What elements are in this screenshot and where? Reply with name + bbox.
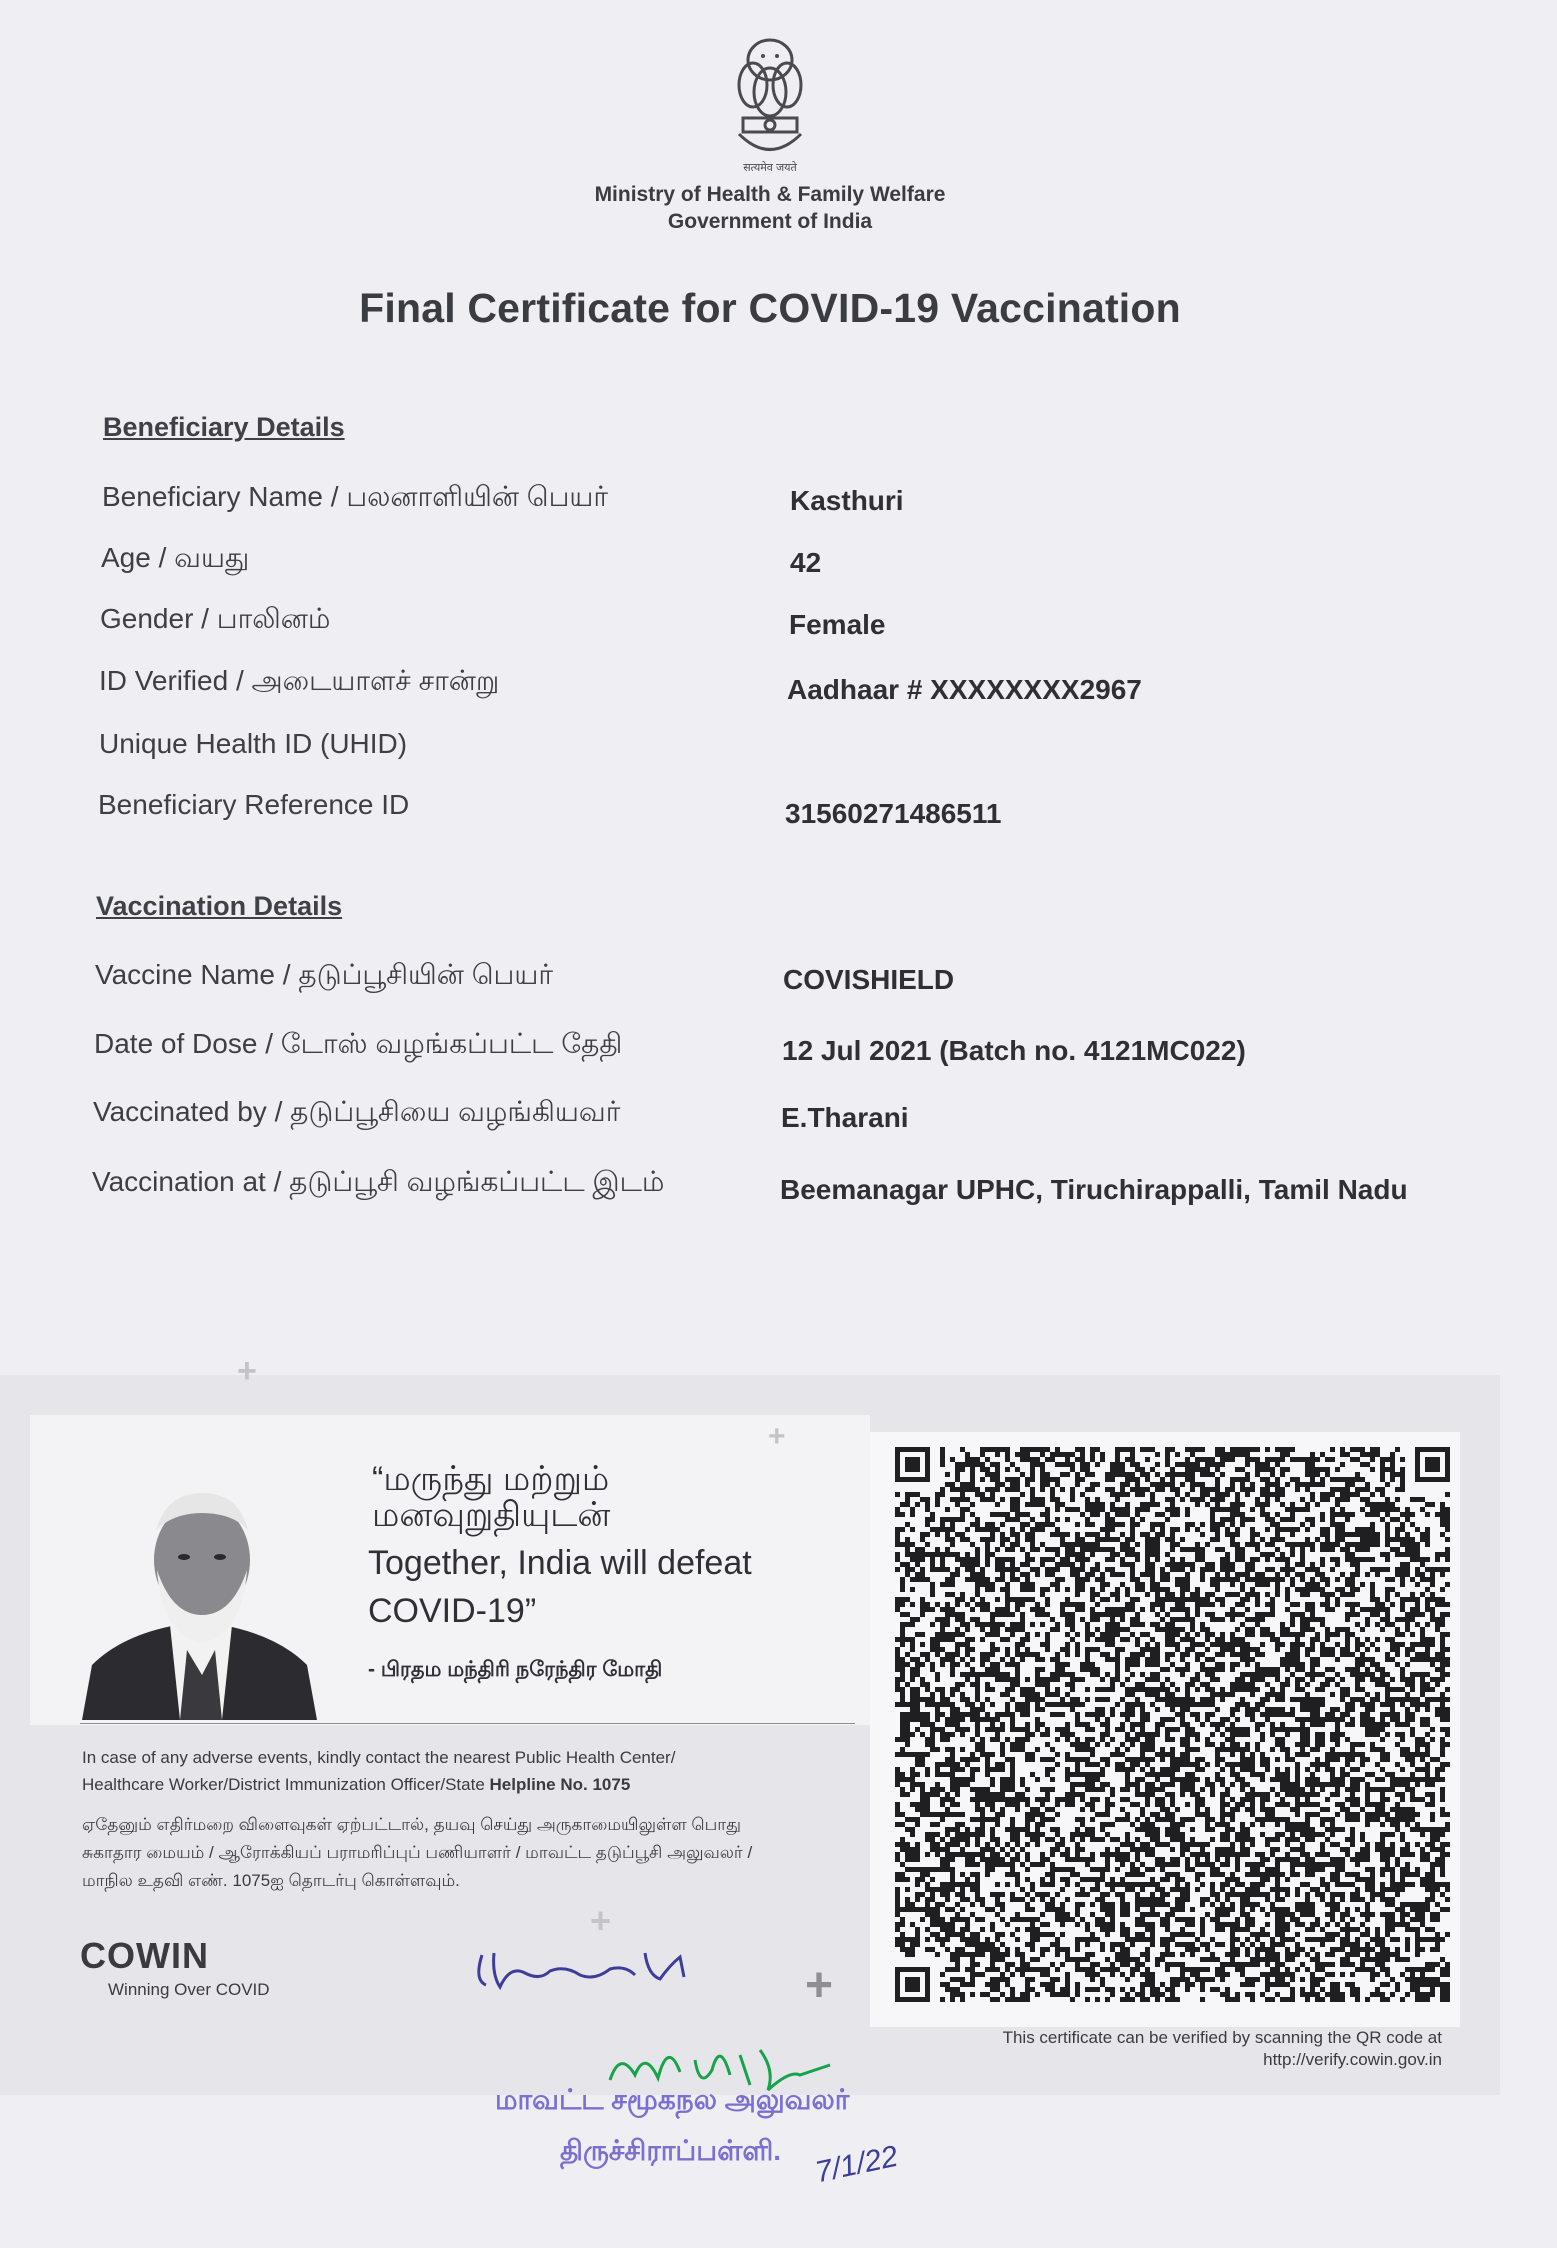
beneficiary-details-heading: Beneficiary Details xyxy=(103,412,345,442)
id-verified-value: Aadhaar # XXXXXXXX2967 xyxy=(787,674,1142,705)
adverse-events-ta-line-2: சுகாதார மையம் / ஆரோக்கியப் பராமரிப்புப் பணியாளர் / மாவட்ட தடுப்பூசி அலுவலர் / xyxy=(82,1843,753,1862)
stamp-line-2: திருச்சிராப்பள்ளி. xyxy=(560,2135,782,2166)
plus-decoration-icon: + xyxy=(805,1959,834,2012)
plus-decoration-icon: + xyxy=(590,1900,612,1941)
age-value: 42 xyxy=(790,547,822,578)
qr-finder-pattern xyxy=(895,1967,930,2002)
adverse-events-en-text: Healthcare Worker/District Immunization Officer/State xyxy=(82,1775,485,1794)
vaccine-name-label: Vaccine Name / தடுப்பூசியின் பெயர் xyxy=(95,959,553,990)
age-label: Age / வயது xyxy=(101,542,250,573)
adverse-events-en-line-2 xyxy=(82,1772,630,1798)
date-of-dose-label: Date of Dose / டோஸ் வழங்கப்பட்ட தேதி xyxy=(94,1028,623,1059)
emblem-motto: सत्यमेव जयते xyxy=(743,162,797,174)
vaccination-at-label: Vaccination at / தடுப்பூசி வழங்கப்பட்ட இடம் xyxy=(92,1166,665,1197)
date-of-dose-value: 12 Jul 2021 (Batch no. 4121MC022) xyxy=(782,1035,1246,1066)
beneficiary-name-label: Beneficiary Name / பலனாளியின் பெயர் xyxy=(102,481,609,512)
prime-minister-portrait xyxy=(82,1475,317,1720)
vaccinated-by-value: E.Tharani xyxy=(781,1102,909,1133)
adverse-events-ta-line-3: மாநில உதவி எண். 1075ஐ தொடர்பு கொள்ளவும். xyxy=(82,1871,460,1890)
handwritten-date: 7/1/22 xyxy=(812,2139,901,2190)
beneficiary-name-value: Kasthuri xyxy=(790,485,904,516)
quote-english-line-1: Together, India will defeat xyxy=(368,1544,752,1582)
helpline-number: Helpline No. 1075 xyxy=(489,1775,631,1794)
quote-english-line-2: COVID-19” xyxy=(368,1592,537,1630)
qr-finder-pattern xyxy=(895,1447,930,1482)
cowin-tagline: Winning Over COVID xyxy=(108,1980,270,1999)
quote-tamil-line-1: “மருந்து மற்றும் xyxy=(372,1460,610,1498)
plus-decoration-icon: + xyxy=(768,1420,786,1453)
qr-finder-pattern xyxy=(1415,1447,1450,1482)
national-emblem-icon xyxy=(725,30,815,170)
vaccination-at-value: Beemanagar UPHC, Tiruchirappalli, Tamil Nadu xyxy=(780,1174,1408,1205)
footer-divider xyxy=(80,1723,855,1724)
reference-id-value: 31560271486511 xyxy=(785,798,1002,829)
handwritten-signature xyxy=(470,1935,715,1995)
plus-decoration-icon: + xyxy=(237,1352,257,1390)
id-verified-label: ID Verified / அடையாளச் சான்று xyxy=(99,665,500,696)
vaccination-details-heading: Vaccination Details xyxy=(96,891,343,921)
verify-url[interactable]: http://verify.cowin.gov.in xyxy=(1263,2050,1442,2069)
pm-attribution: - பிரதம மந்திரி நரேந்திர மோதி xyxy=(368,1658,663,1681)
ministry-name: Ministry of Health & Family Welfare xyxy=(594,183,946,206)
gender-value: Female xyxy=(789,609,886,640)
stamp-line-1: மாவட்ட சமூகநல அலுவலர் xyxy=(495,2084,850,2115)
uhid-label: Unique Health ID (UHID) xyxy=(99,728,408,759)
reference-id-label: Beneficiary Reference ID xyxy=(98,789,410,820)
certificate-title: Final Certificate for COVID-19 Vaccination xyxy=(359,285,1181,331)
cowin-logo: COWIN xyxy=(80,1935,209,1976)
adverse-events-en-line-1: In case of any adverse events, kindly contact the nearest Public Health Center/ xyxy=(82,1748,676,1767)
adverse-events-ta-line-1: ஏதேனும் எதிர்மறை விளைவுகள் ஏற்பட்டால், தயவு செய்து அருகாமையிலுள்ள பொது xyxy=(82,1815,741,1834)
government-name: Government of India xyxy=(667,210,873,233)
qr-modules xyxy=(895,1447,1450,2002)
gender-label: Gender / பாலினம் xyxy=(100,603,331,634)
qr-code xyxy=(895,1447,1450,2002)
vaccinated-by-label: Vaccinated by / தடுப்பூசியை வழங்கியவர் xyxy=(93,1096,621,1127)
quote-tamil-line-2: மனவுறுதியுடன் xyxy=(372,1496,611,1534)
vaccine-name-value: COVISHIELD xyxy=(783,964,955,995)
verify-text-line-1: This certificate can be verified by scanning the QR code at xyxy=(1002,2028,1442,2047)
